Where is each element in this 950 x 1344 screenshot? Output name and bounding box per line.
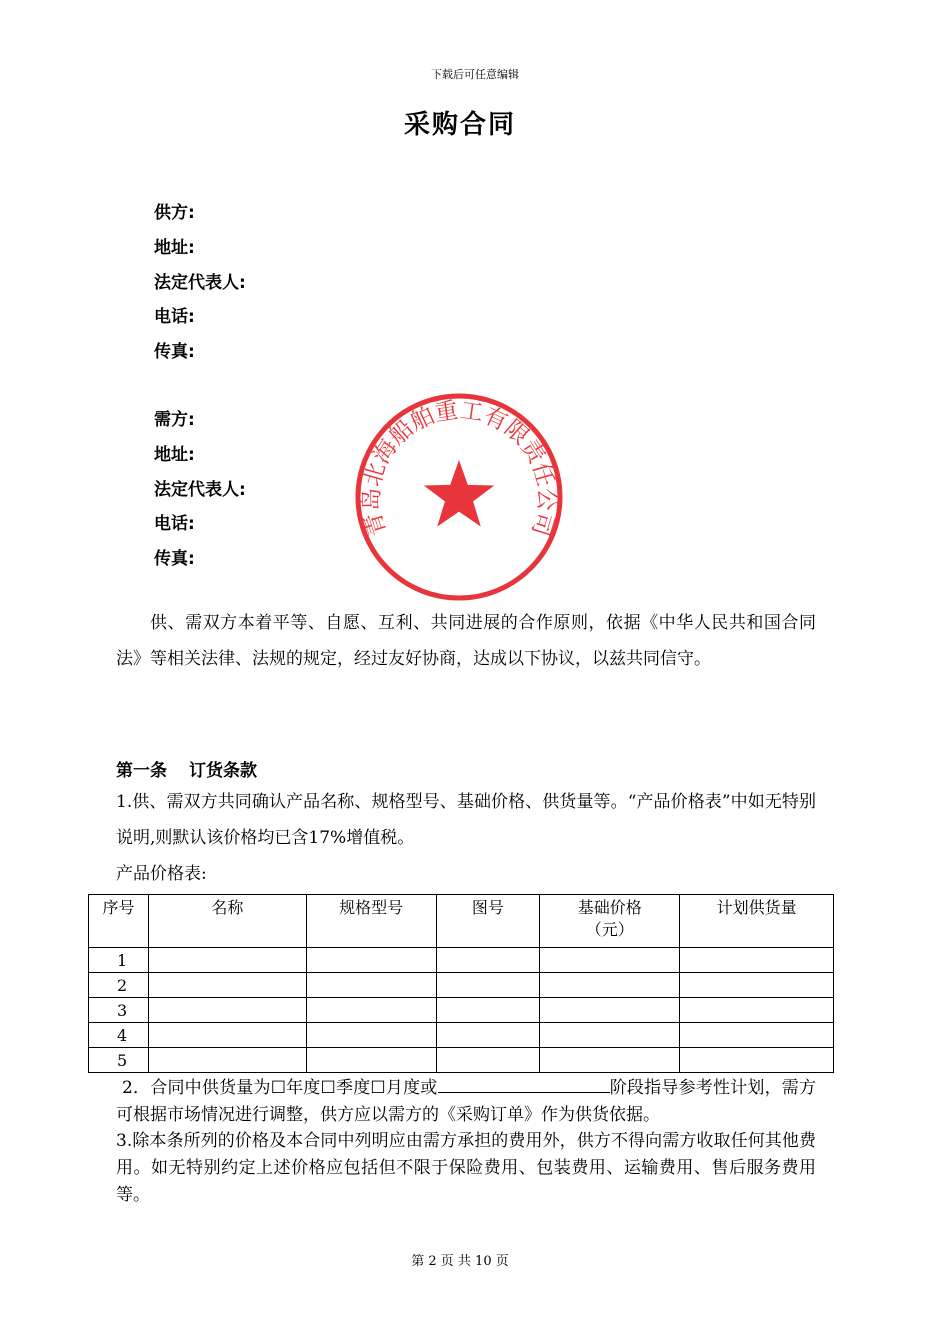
cell-base-price[interactable]: [540, 973, 680, 998]
cell-base-price[interactable]: [540, 998, 680, 1023]
cell-spec[interactable]: [306, 998, 436, 1023]
price-table: [88, 894, 834, 1073]
row-seq: 2: [89, 973, 149, 998]
table-row: [89, 948, 834, 973]
cell-drawing-no[interactable]: [436, 1048, 540, 1073]
cell-drawing-no[interactable]: [436, 1023, 540, 1048]
cell-spec[interactable]: [306, 973, 436, 998]
table-row: [89, 1048, 834, 1073]
cell-spec[interactable]: [306, 1023, 436, 1048]
header-note: 下载后可任意编辑: [431, 68, 519, 81]
cell-drawing-no[interactable]: [436, 998, 540, 1023]
clause2-suffix: 阶段指导参考性计划，需方可根据市场情况进行调整，供方应以需方的《采购订单》作为供货依据。: [116, 1078, 816, 1125]
cell-drawing-no[interactable]: [436, 948, 540, 973]
cell-name[interactable]: [148, 1023, 306, 1048]
clause3: 3.除本条所列的价格及本合同中列明应由需方承担的费用外，供方不得向需方收取任何其他费用。如无特别约定上述价格应包括但不限于保险费用、包装费用、运输费用、售后服务费用等。: [116, 1131, 816, 1205]
cell-name[interactable]: [148, 998, 306, 1023]
table-row: [89, 1023, 834, 1048]
seal-star-icon: [424, 460, 494, 527]
article1-name: 订货条款: [189, 761, 257, 781]
row-seq: 5: [89, 1048, 149, 1073]
article1-number: 第一条: [116, 761, 167, 781]
cell-spec[interactable]: [306, 948, 436, 973]
table-label: 产品价格表:: [116, 864, 207, 884]
clause2: [116, 1074, 816, 1129]
cell-name[interactable]: [148, 948, 306, 973]
supplier-party-label: 供方:: [154, 203, 195, 223]
cell-planned-qty[interactable]: [680, 1048, 834, 1073]
table-row: [89, 998, 834, 1023]
buyer-party-label: 需方:: [154, 410, 195, 430]
cell-name[interactable]: [148, 1048, 306, 1073]
table-header-row: [89, 895, 834, 948]
row-seq: 3: [89, 998, 149, 1023]
header-name: 名称: [148, 895, 306, 948]
seal-text: 青岛北海船舶重工有限责任公司: [358, 397, 560, 539]
header-planned-qty: 计划供货量: [680, 895, 834, 948]
buyer-phone-label: 电话:: [154, 514, 195, 534]
header-spec: 规格型号: [306, 895, 436, 948]
supplier-address-label: 地址:: [154, 238, 195, 258]
cell-planned-qty[interactable]: [680, 998, 834, 1023]
header-seq: 序号: [89, 895, 149, 948]
buyer-address-label: 地址:: [154, 445, 195, 465]
cell-base-price[interactable]: [540, 1048, 680, 1073]
article1-heading: [116, 756, 257, 781]
cell-base-price[interactable]: [540, 948, 680, 973]
supplier-legal-rep-label: 法定代表人:: [154, 273, 246, 293]
header-base-price: 基础价格 （元）: [540, 895, 680, 948]
buyer-legal-rep-label: 法定代表人:: [154, 480, 246, 500]
cell-planned-qty[interactable]: [680, 948, 834, 973]
buyer-fax-label: 传真:: [154, 549, 195, 569]
cell-planned-qty[interactable]: [680, 1023, 834, 1048]
page-footer: 第 2 页 共 10 页: [411, 1254, 509, 1269]
cell-name[interactable]: [148, 973, 306, 998]
header-drawing-no: 图号: [436, 895, 540, 948]
table-row: [89, 973, 834, 998]
row-seq: 4: [89, 1023, 149, 1048]
supplier-fax-label: 传真:: [154, 342, 195, 362]
supplier-phone-label: 电话:: [154, 307, 195, 327]
cell-spec[interactable]: [306, 1048, 436, 1073]
document-title: 采购合同: [403, 110, 516, 140]
company-seal: [354, 392, 564, 602]
cell-base-price[interactable]: [540, 1023, 680, 1048]
cell-drawing-no[interactable]: [436, 973, 540, 998]
row-seq: 1: [89, 948, 149, 973]
intro-paragraph: 供、需双方本着平等、自愿、互利、共同进展的合作原则，依据《中华人民共和国合同法》等相关法律、法规的规定，经过友好协商，达成以下协议，以兹共同信守。: [116, 613, 816, 669]
cell-planned-qty[interactable]: [680, 973, 834, 998]
period-blank-field[interactable]: [438, 1074, 610, 1093]
clause2-prefix: 2．合同中供货量为☐年度☐季度☐月度或: [122, 1078, 438, 1098]
clause1: 1.供、需双方共同确认产品名称、规格型号、基础价格、供货量等。“产品价格表”中如无特别说明,则默认该价格均已含17%增值税。: [116, 792, 816, 848]
